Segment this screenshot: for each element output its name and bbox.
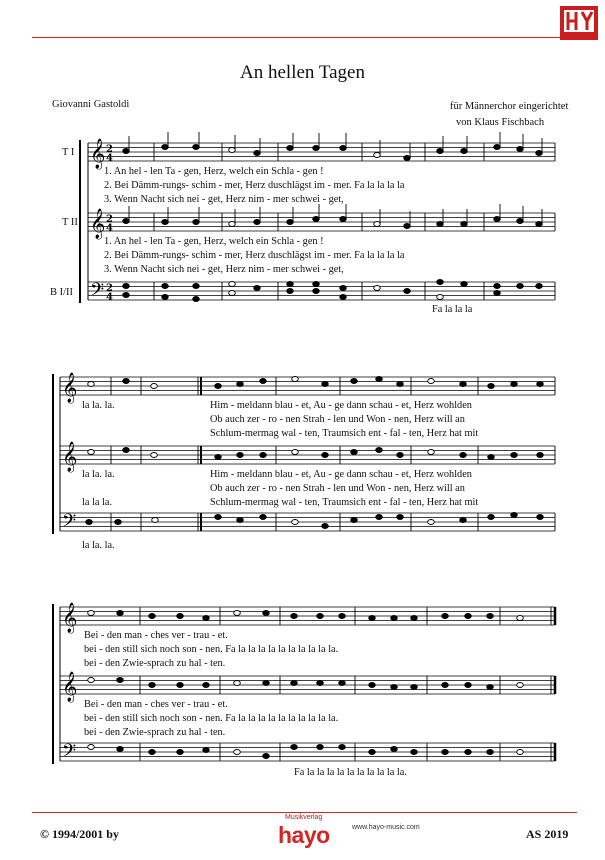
treble-clef-icon: 𝄞: [62, 672, 78, 702]
arranger-credit: [450, 99, 568, 131]
page-title: An hellen Tagen: [240, 62, 365, 83]
publisher-logo: hayo: [278, 822, 330, 848]
lyric-line: bei - den Zwie-sprach zu hal - ten.: [84, 727, 226, 738]
lyric-line: Bei - den man - ches ver - trau - et.: [84, 699, 228, 710]
bass-clef-icon: 𝄢: [90, 280, 105, 305]
lyric-line: la la. la.: [82, 540, 115, 551]
treble-clef-icon: 𝄞: [62, 373, 78, 403]
footer-rule: [32, 812, 577, 813]
lyric-line: Ob auch zer - ro - nen Strah - len und Won - nen, Herz will an: [210, 483, 465, 494]
notes-t1-sys1: [123, 132, 543, 161]
part-label-t1: T I: [62, 147, 75, 158]
lyric-line: bei - den still sich noch son - nen. Fa la la la la la la la la la la.: [84, 644, 339, 655]
lyric-line: bei - den still sich noch son - nen. Fa la la la la la la la la la la.: [84, 713, 339, 724]
notes-t2-sys1: [123, 204, 543, 229]
treble-clef-icon: 𝄞: [90, 139, 106, 169]
bass-clef-icon: 𝄢: [62, 741, 77, 766]
lyric-line: Ob auch zer - ro - nen Strah - len und Won - nen, Herz will an: [210, 414, 465, 425]
lyric-line: Fa la la la la la la la la la la.: [294, 767, 407, 778]
svg-text:4: 4: [106, 153, 113, 164]
lyric-line: 2. Bei Dämm-rungs- schim - mer, Herz duschlägst im - mer. Fa la la la la: [104, 250, 405, 261]
treble-clef-icon: 𝄞: [90, 209, 106, 239]
part-label-b: B I/II: [50, 287, 74, 298]
lyric-line: 1. An hel - len Ta - gen, Herz, welch ein Schla - gen !: [104, 166, 324, 177]
lyric-line: Fa la la la: [432, 304, 473, 315]
lyric-line: Him - meldann blau - et, Au - ge dann schau - et, Herz wohlden: [210, 400, 472, 411]
bass-clef-icon: 𝄢: [62, 511, 77, 536]
svg-text:2: 2: [106, 214, 113, 225]
lyric-line: la la. la.: [82, 400, 115, 411]
lyric-line: 2. Bei Dämm-rungs- schim - mer, Herz duschlägst im - mer. Fa la la la la: [104, 180, 405, 191]
publisher-label: Musikverlag: [285, 814, 323, 821]
part-label-t2: T II: [62, 217, 78, 228]
catalog-number: AS 2019: [526, 827, 569, 841]
arranger-line-1: für Männerchor eingerichtet: [450, 101, 569, 112]
notes-b-sys1: [123, 280, 543, 302]
arranger-line-2: von Klaus Fischbach: [456, 117, 545, 128]
svg-text:2: 2: [106, 283, 113, 294]
composer: Giovanni Gastoldi: [52, 99, 130, 110]
lyric-line: 1. An hel - len Ta - gen, Herz, welch ein Schla - gen !: [104, 236, 324, 247]
lyric-line: la la. la.: [82, 469, 115, 480]
copyright: © 1994/2001 by: [40, 827, 119, 841]
lyric-line: 3. Wenn Nacht sich nei - get, Herz nim - mer schwei - get,: [104, 194, 344, 205]
lyric-line: 3. Wenn Nacht sich nei - get, Herz nim - mer schwei - get,: [104, 264, 344, 275]
lyric-line: Schlum-mermag wal - ten, Traumsich ent - fal - ten, Herz hat mit: [210, 497, 479, 508]
lyric-line: Bei - den man - ches ver - trau - et.: [84, 630, 228, 641]
lyric-line: Him - meldann blau - et, Au - ge dann schau - et, Herz wohlden: [210, 469, 472, 480]
svg-text:4: 4: [106, 223, 113, 234]
lyric-line: bei - den Zwie-sprach zu hal - ten.: [84, 658, 226, 669]
staff-t1-sys1: [88, 143, 555, 161]
staff-b-sys1: [88, 282, 555, 300]
staff-t2-sys1: [88, 213, 555, 231]
svg-text:4: 4: [106, 292, 113, 303]
publisher-url[interactable]: www.hayo-music.com: [352, 824, 420, 831]
lyric-line: la la la.: [82, 497, 113, 508]
svg-text:2: 2: [106, 144, 113, 155]
lyric-line: Schlum-mermag wal - ten, Traumsich ent - fal - ten, Herz hat mit: [210, 428, 479, 439]
treble-clef-icon: 𝄞: [62, 603, 78, 633]
header-rule: [32, 37, 577, 38]
treble-clef-icon: 𝄞: [62, 442, 78, 472]
publisher-corner-logo: [558, 4, 600, 42]
